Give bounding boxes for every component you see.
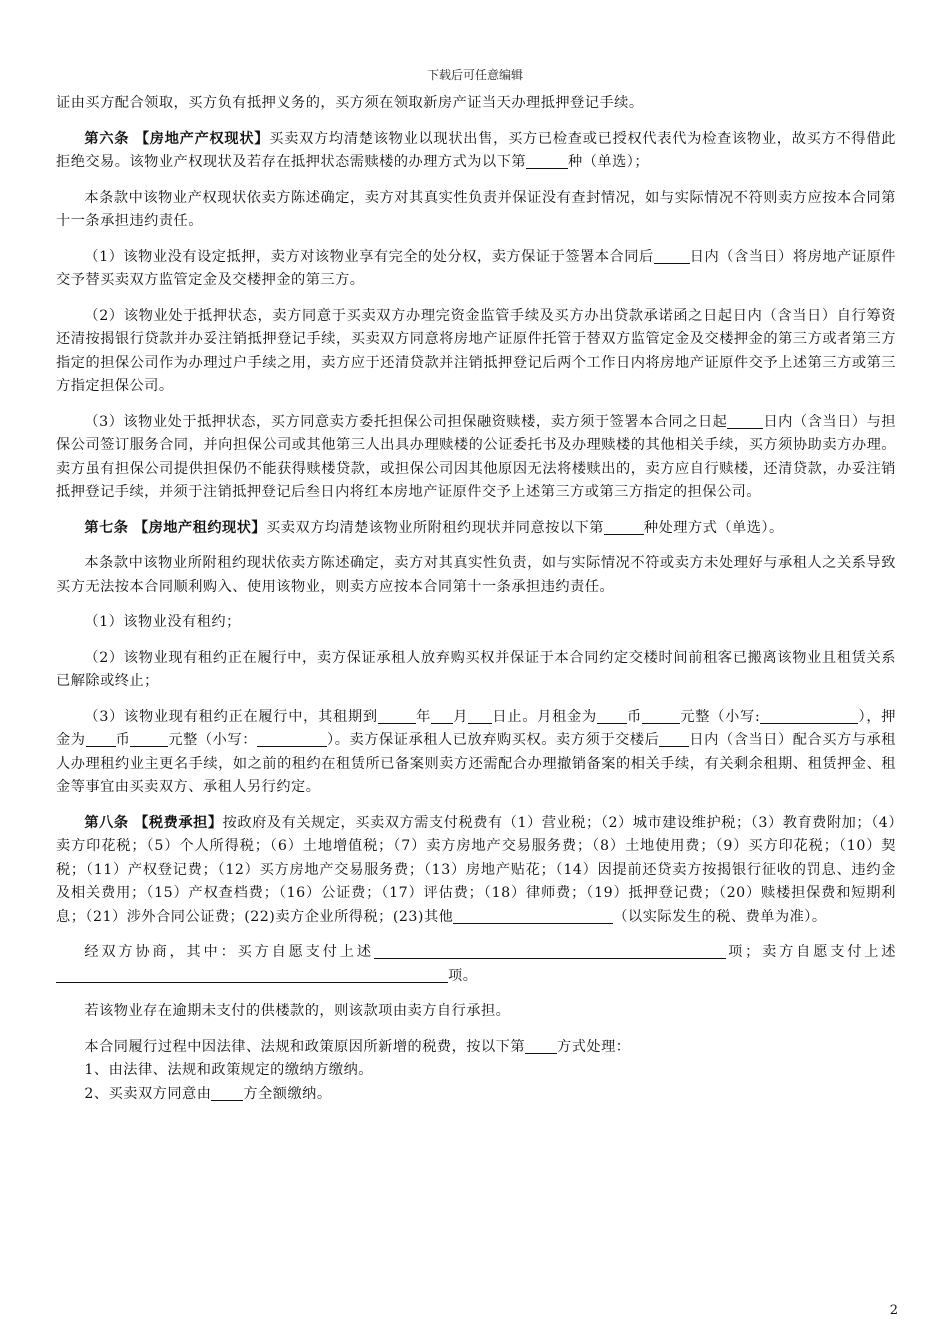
- day-blank[interactable]: [468, 707, 492, 724]
- article-8-agreement: 经双方协商，其中：买方自愿支付上述 项；卖方自愿支付上述项。: [56, 941, 896, 988]
- currency-blank[interactable]: [597, 707, 627, 724]
- other-fees-blank[interactable]: [453, 907, 613, 924]
- article-7-note: 本条款中该物业所附租约现状依卖方陈述确定，卖方对其真实性负责，如与实际情况不符或卖方未处理好与承租人之关系导致买方无法按本合同顺利购入、使用该物业，则卖方应按本合同第十一条承担违约责任。: [56, 555, 896, 595]
- choice-blank[interactable]: [526, 152, 568, 169]
- article-7-label: 第七条 【房地产租约现状】: [84, 519, 267, 536]
- article-6-option-3: （3）该物业处于抵押状态，买方同意卖方委托担保公司担保融资赎楼，卖方须于签署本合同之日起 日内（含当日）与担保公司签订服务合同，并向担保公司或其他第三人出具办理赎楼的公证委托书及办理赎楼的其他相关手续，买方须协助卖方办理。卖方虽有担保公司提供担保仍不能获得赎楼贷款，或担保公司因其他原因无法将楼赎出的，卖方应自行赎楼，还清贷款，办妥注销抵押登记手续，并须于注销抵押登记后叁日内将红本房地产证原件交予上述第三方或第三方指定的担保公司。: [56, 413, 896, 500]
- article-7-option-2: （2）该物业现有租约正在履行中，卖方保证承租人放弃购买权并保证于本合同约定交楼时间前租客已搬离该物业且租赁关系已解除或终止；: [56, 649, 896, 689]
- article-8: 第八条 【税费承担】按政府及有关规定，买卖双方需支付税费有（1）营业税；（2）城市建设维护税；（3）教育费附加；（4）卖方印花税；（5）个人所得税；（6）土地增值税；（7）卖方房地产交易服务费；（8）土地使用费；（9）买方印花税；（10）契税；（11）产权登记费；（12）买方房地产交易服务费；（13）房地产贴花；（14）因提前还贷卖方按揭银行征收的罚息、违约金及相关费用；（15）产权查档费；（16）公证费；（17）评估费；（18）律师费；（19）抵押登记费；（20）赎楼担保费和短期利息；（21）涉外合同公证费；(22)卖方企业所得税；(23)其他 （以实际发生的税、费单为准）。: [56, 814, 896, 925]
- paragraph-continued: 证由买方配合领取，买方负有抵押义务的，买方须在领取新房产证当天办理抵押登记手续。: [56, 95, 644, 111]
- page-number: 2: [889, 1303, 898, 1318]
- month-blank[interactable]: [431, 707, 453, 724]
- buyer-items-blank[interactable]: [374, 942, 726, 959]
- article-6-option-2: （2）该物业处于抵押状态，卖方同意于买卖双方办理完资金监管手续及买方办出贷款承诺函之日起日内（含当日）自行筹资还清按揭银行贷款并办妥注销抵押登记手续，买卖双方同意将房地产证原件托管于替双方监管定金及交楼押金的第三方或者第三方指定的担保公司作为办理过户手续之用，卖方应于还清贷款并注销抵押登记后两个工作日内将房地产证原件交予上述第三方或第三方指定担保公司。: [56, 307, 896, 394]
- article-8-way-2: 2、买卖双方同意由 方全额缴纳。: [84, 1085, 332, 1102]
- way-blank[interactable]: [525, 1037, 557, 1054]
- seller-items-blank[interactable]: [56, 966, 448, 983]
- page-header: 下载后可任意编辑: [426, 68, 523, 82]
- article-6-note: 本条款中该物业产权现状依卖方陈述确定，卖方对其真实性负责并保证没有查封情况，如与实际情况不符则卖方应按本合同第十一条承担违约责任。: [56, 189, 896, 229]
- choice-blank[interactable]: [604, 518, 644, 535]
- article-7-option-3: （3）该物业现有租约正在履行中，其租期到 年 月 日止。月租金为 币 元整（小写: ），押金为 币 元整（小写： ）。卖方保证承租人已放弃购买权。卖方须于交楼后 日内（含当日）配合买方与承租人办理租约业主更名手续，如之前的租约在租赁所已备案则卖方还需配合办理撤销备案的相关手续，有关剩余租期、租赁押金、租金等事宜由买卖双方、承租人另行约定。: [56, 708, 896, 795]
- article-6: 第六条 【房地产产权现状】买卖双方均清楚该物业以现状出售，买方已检查或已授权代表代为检查该物业，故买方不得借此拒绝交易。该物业产权现状及若存在抵押状态需赎楼的办理方式为以下第 种（单选）；: [56, 130, 896, 170]
- article-8-arrears: 若该物业存在逾期未支付的供楼款的，则该款项由卖方自行承担。: [84, 1003, 511, 1019]
- amount-figures-blank[interactable]: [760, 707, 858, 724]
- days-blank[interactable]: [654, 247, 690, 264]
- days-blank[interactable]: [659, 730, 689, 747]
- article-8-label: 第八条 【税费承担】: [84, 814, 223, 831]
- currency-blank[interactable]: [86, 730, 116, 747]
- article-8-way-1: 1、由法律、法规和政策规定的缴纳方缴纳。: [84, 1062, 373, 1078]
- party-blank[interactable]: [211, 1084, 243, 1101]
- article-7-option-1: （1）该物业没有租约；: [84, 614, 241, 630]
- article-8-new-fees: 本合同履行过程中因法律、法规和政策原因所新增的税费，按以下第 方式处理：: [84, 1038, 631, 1055]
- deposit-figures-blank[interactable]: [257, 730, 327, 747]
- article-7: 第七条 【房地产租约现状】买卖双方均清楚该物业所附租约现状并同意按以下第 种处理方式（单选）。: [84, 519, 784, 536]
- deposit-blank[interactable]: [130, 730, 168, 747]
- article-6-option-1: （1）该物业没有设定抵押，卖方对该物业享有完全的处分权，卖方保证于签署本合同后 日内（含当日）将房地产证原件交予替买卖双方监管定金及交楼押金的第三方。: [56, 248, 896, 288]
- amount-blank[interactable]: [642, 707, 680, 724]
- document-body: [56, 92, 896, 1106]
- year-blank[interactable]: [378, 707, 416, 724]
- article-6-label: 第六条 【房地产产权现状】: [84, 130, 270, 147]
- days-blank[interactable]: [727, 412, 763, 429]
